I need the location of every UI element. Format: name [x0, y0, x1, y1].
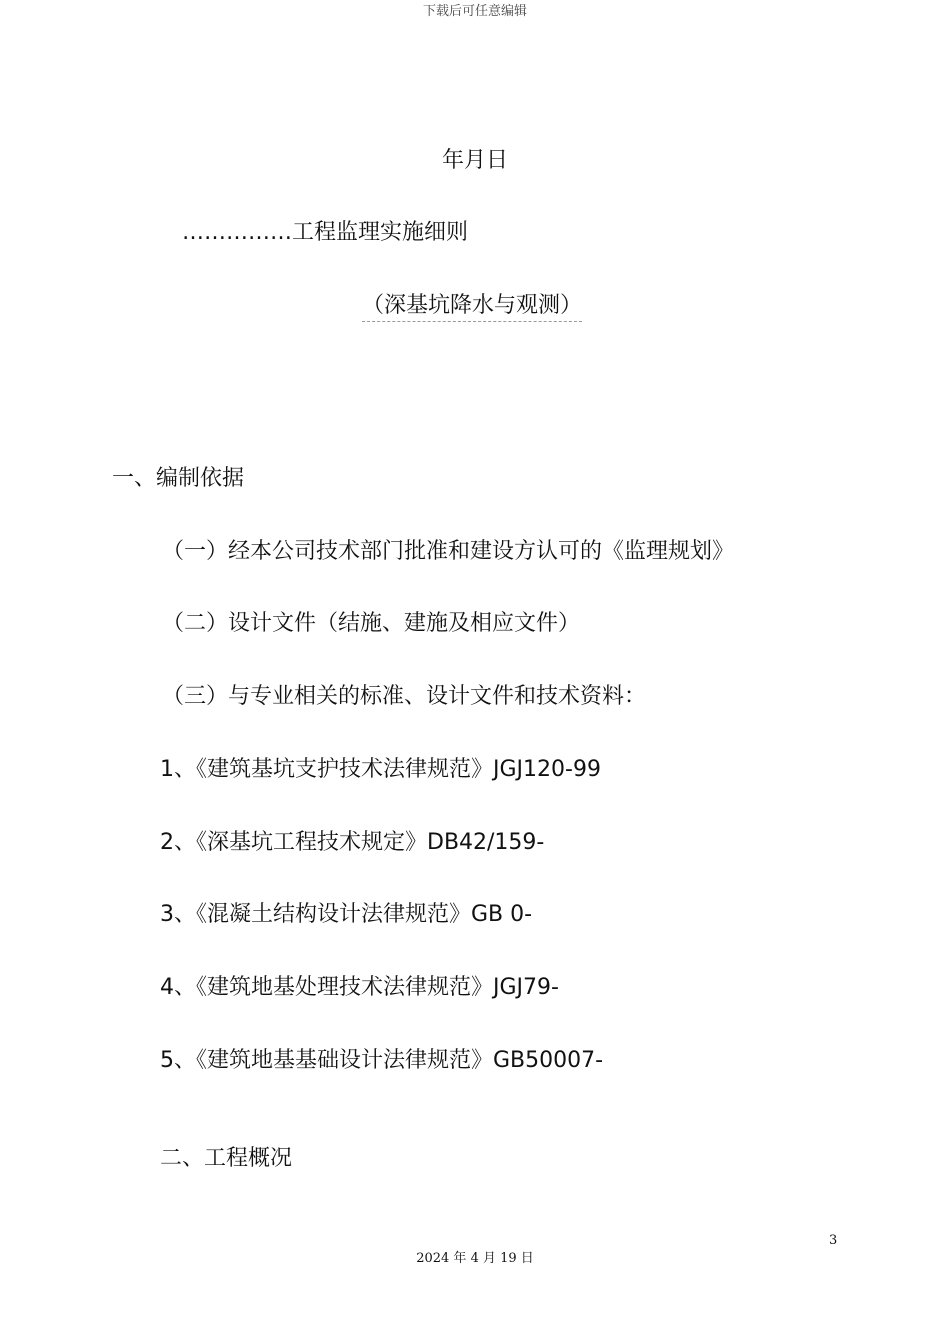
document-title: ……………工程监理实施细则: [182, 220, 469, 245]
standard-item: 4、《建筑地基处理技术法律规范》JGJ79-: [160, 975, 559, 1000]
section-heading-basis: 一、编制依据: [112, 466, 245, 491]
basis-item: （二）设计文件（结施、建施及相应文件）: [162, 611, 581, 636]
standard-item: 3、《混凝土结构设计法律规范》GB 0-: [160, 902, 533, 927]
standard-item: 1、《建筑基坑支护技术法律规范》JGJ120-99: [160, 757, 601, 782]
basis-item: （三）与专业相关的标准、设计文件和技术资料：: [162, 684, 647, 709]
section-heading-overview: 二、工程概况: [160, 1146, 293, 1171]
date-line: 年月日: [441, 148, 508, 173]
basis-item: （一）经本公司技术部门批准和建设方认可的《监理规划》: [162, 539, 735, 564]
header-note: 下载后可任意编辑: [422, 4, 527, 19]
page-number: 3: [829, 1233, 838, 1248]
footer-date: 2024 年 4 月 19 日: [416, 1251, 534, 1266]
document-subtitle: （深基坑降水与观测）: [362, 288, 582, 322]
standard-item: 2、《深基坑工程技术规定》DB42/159-: [160, 830, 545, 855]
standard-item: 5、《建筑地基基础设计法律规范》GB50007-: [160, 1048, 604, 1073]
